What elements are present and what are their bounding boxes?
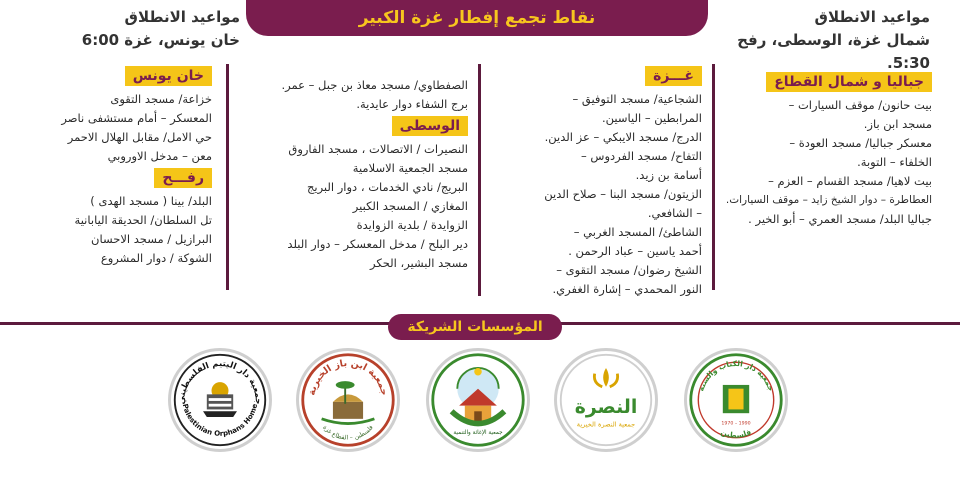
- launch-heading: مواعيد الانطلاق: [814, 8, 930, 26]
- list-item: الشيخ رضوان/ مسجد التقوى –: [556, 263, 702, 277]
- ibn-baz-charity-logo: [296, 348, 400, 452]
- list-item: خزاعة/ مسجد التقوى: [110, 92, 212, 106]
- list-item: الشوكة / دوار المشروع: [100, 251, 212, 265]
- list-item: أحمد ياسين – عباد الرحمن .: [568, 244, 702, 258]
- partners-heading: المؤسسات الشريكة: [388, 314, 562, 340]
- list-item: المرابطين – الياسين.: [602, 111, 702, 125]
- orphans-home-emblem-icon: [171, 351, 269, 449]
- dar-al-kitab-logo: [684, 348, 788, 452]
- page-title: نقاط تجمع إفطار غزة الكبير: [358, 8, 596, 28]
- launch-times-south: [20, 6, 240, 52]
- column-divider: [226, 64, 229, 290]
- launch-detail: شمال غزة، الوسطى، رفح 5:30.: [737, 31, 930, 72]
- list-item: الشاطئ/ المسجد الغربي –: [573, 225, 702, 239]
- list-item: بيت لاهيا/ مسجد القسام – العزم –: [768, 174, 932, 188]
- relief-development-society-logo: [426, 348, 530, 452]
- al-nusra-charity-logo: [554, 348, 658, 452]
- region-heading: جباليا و شمال القطاع: [766, 72, 932, 92]
- list-item: الزيتون/ مسجد البنا – صلاح الدين: [544, 187, 702, 201]
- region-central: [242, 76, 468, 273]
- list-item: مسجد ابن باز.: [863, 117, 932, 131]
- dar-al-kitab-emblem-icon: [687, 351, 785, 449]
- list-item: مسجد الجمعية الاسلامية: [352, 161, 468, 175]
- region-gaza: [502, 64, 702, 299]
- list-item: برج الشفاء دوار عايدية.: [356, 97, 468, 111]
- ibn-baz-emblem-icon: [299, 351, 397, 449]
- list-item: تل السلطان/ الحديقة اليابانية: [74, 213, 212, 227]
- logo-subtext: فلسطين: [719, 427, 753, 440]
- list-item: المغازي / المسجد الكبير: [352, 199, 468, 213]
- launch-times-north: [690, 6, 930, 75]
- logo-arabic-text: جمعية ابن باز الخيرية: [306, 358, 390, 397]
- region-heading: الوسطى: [392, 116, 468, 136]
- list-item: جباليا البلد/ مسجد العمري – أبو الخير .: [748, 212, 932, 226]
- list-item: مسجد البشير، الحكر: [370, 256, 468, 270]
- title-banner: [246, 0, 708, 36]
- list-item: البرازيل / مسجد الاحسان: [91, 232, 212, 246]
- column-divider: [712, 64, 715, 290]
- list-item: أسامة بن زيد.: [635, 168, 702, 182]
- list-item: معن – مدخل الاوروبي: [107, 149, 212, 163]
- logo-arabic-text: جمعية دار الكتاب والسنة: [696, 359, 776, 393]
- list-item: البريج/ نادي الخدمات ، دوار البريج: [306, 180, 468, 194]
- list-item: التفاح/ مسجد الفردوس –: [581, 149, 702, 163]
- list-item: الدرج/ مسجد الايبكي – عز الدين.: [544, 130, 702, 144]
- list-item: المعسكر – أمام مستشفى ناصر: [61, 111, 212, 125]
- launch-detail: خان يونس، غزة 6:00: [81, 31, 240, 49]
- region-heading: رفـــح: [154, 168, 212, 188]
- list-item: النصيرات / الاتصالات ، مسجد الفاروق: [288, 142, 468, 156]
- logo-title: النصرة: [574, 397, 638, 419]
- list-item: الخلفاء – التوبة.: [857, 155, 932, 169]
- list-item: معسكر جباليا/ مسجد العودة –: [789, 136, 932, 150]
- list-item: الصفطاوي/ مسجد معاذ بن جبل – عمر.: [281, 78, 468, 92]
- list-item: الشجاعية/ مسجد التوفيق –: [572, 92, 702, 106]
- launch-heading: مواعيد الانطلاق: [124, 8, 240, 26]
- list-item: البلد/ بينا ( مسجد الهدى ): [90, 194, 212, 208]
- region-jabalia-north: [720, 70, 932, 229]
- region-heading: غـــزة: [645, 66, 702, 86]
- logo-arabic-text: جمعية دار اليتيم الفلسطيني: [176, 357, 264, 405]
- logo-arabic-text: جمعية الإغاثة والتنمية: [453, 429, 503, 436]
- list-item: دير البلح / مدخل المعسكر – دوار البلد: [287, 237, 468, 251]
- column-divider: [478, 64, 481, 296]
- list-item: الزوايدة / بلدية الزوايدة: [356, 218, 468, 232]
- list-item: بيت حانون/ موقف السيارات –: [788, 98, 932, 112]
- logo-english-text: Palestinian Orphans Home: [180, 402, 260, 438]
- logo-years: 1970 – 1990: [721, 421, 751, 427]
- region-khan-younis-rafah: [14, 64, 212, 268]
- list-item: النور المحمدي – إشارة الغفري.: [552, 282, 702, 296]
- relief-emblem-icon: [429, 351, 527, 449]
- logo-subtext: جمعية النصرة الخيرية: [576, 420, 636, 429]
- list-item: العطاطرة – دوار الشيخ زايد – موقف السيارات.: [725, 194, 932, 206]
- list-item: – الشافعي.: [647, 206, 702, 220]
- nusra-emblem-icon: [557, 351, 655, 449]
- palestinian-orphans-home-logo: [168, 348, 272, 452]
- list-item: حي الامل/ مقابل الهلال الاحمر: [67, 130, 212, 144]
- region-heading: خان يونس: [125, 66, 212, 86]
- logo-subtext: فلسطين – القطاع غزة: [321, 424, 375, 442]
